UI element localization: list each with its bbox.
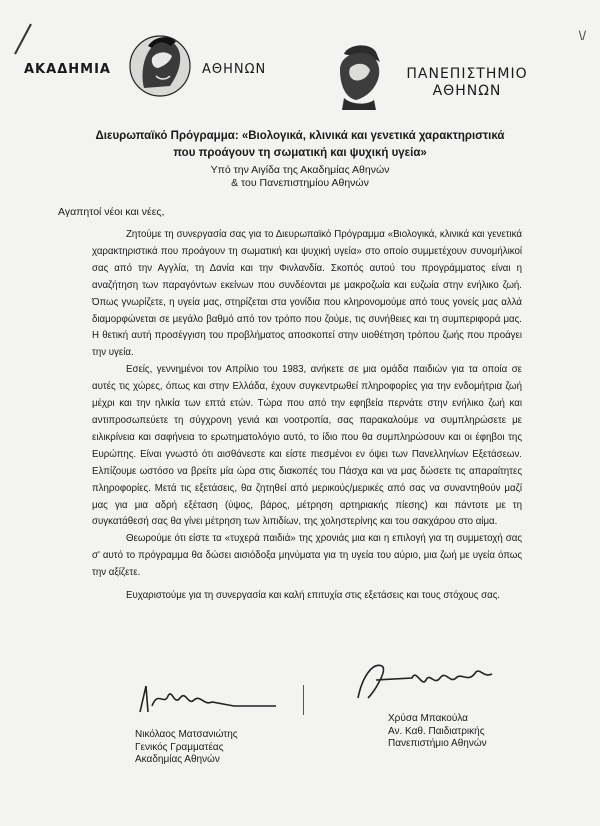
signatory-left-org: Ακαδημίας Αθηνών <box>135 754 220 765</box>
university-name-line1: ΠΑΝΕΠΙΣΤΗΜΙΟ <box>406 66 528 82</box>
subtitle-line1: Υπό την Αιγίδα της Ακαδημίας Αθηνών <box>210 164 390 176</box>
program-title <box>40 128 560 162</box>
signature-left-handwritten <box>138 676 278 716</box>
signatory-right-org: Πανεπιστήμιο Αθηνών <box>388 738 487 749</box>
program-title-line1: Διευρωπαϊκό Πρόγραμμα: «Βιολογικά, κλινικά και γενετικά χαρακτηριστικά <box>95 130 505 142</box>
university-name <box>392 66 542 100</box>
athena-head-logo-icon <box>126 28 194 104</box>
academy-name-word2: ΑΘΗΝΩΝ <box>202 62 267 77</box>
signatory-left <box>135 729 315 767</box>
university-name-line2: ΑΘΗΝΩΝ <box>432 83 502 99</box>
signatory-left-name: Νικόλαος Ματσανιώτης <box>135 729 238 740</box>
body-paragraph-2: Εσείς, γεννημένοι τον Απρίλιο του 1983, ανήκετε σε μια ομάδα παιδιών για τα οποία σε αυτές τις χώρες, όπως και στην Ελλάδα, έχουν συγκεντρωθεί πληροφορίες για την ενδομήτρια ζωή μέχρι και την ηλικία των επτά ετών. Τώρα που από την εφηβεία περνάτε στην ενήλικο ζωή και αντιπροσωπεύετε τη σύγχρονη γενιά και νοοτροπία, σας παρακαλούμε να συμπληρώσετε με ειλικρίνεια και σαφήνεια το ερωτηματολόγιο αυτό, το ίδιο που θα συμπληρώσουν και οι έφηβοι της Ευρώπης. Είναι γνωστό ότι αισθάνεστε και είστε πιεσμένοι εν όψει των Πανελληνίων Εξετάσεων. Ελπίζουμε ωστόσο να βρείτε μία ώρα στις διακοπές του Πάσχα και να μας δώσετε τις απαραίτητες πληροφορίες. Μετά τις εξετάσεις, θα ζητηθεί από μερικούς/μερικές από σας να συναντηθούν μαζί μας για μια αδρή εξέταση (ύψος, βάρος, μέτρηση αρτηριακής πίεσης) και πάντοτε με τη συγκατάθεσή σας θα γίνει μέτρηση των λιπιδίων, της χοληστερίνης και του σακχάρου στο αίμα. <box>92 364 522 528</box>
signature-divider-stroke <box>303 685 304 715</box>
letter-body <box>92 227 522 605</box>
body-paragraph-1: Ζητούμε τη συνεργασία σας για το Διευρωπαϊκό Πρόγραμμα «Βιολογικά, κλινικά και γενετικά χαρακτηριστικά που προάγουν τη σωματική και ψυχική υγεία» στο οποίο συμμετέχουν συνομήλικοί σας από την Αγγλία, τη Δανία και την Φινλανδία. Σκοπός αυτού του προγράμματος είναι η αναζήτηση των παραγόντων εκείνων που συνδέονται με μακροζωία και ευζωία στην ενήλικο ζωή. Όπως γνωρίζετε, η υγεία μας, στηρίζεται στα γονίδια που κληρονομούμε από τους γονείς μας αλλά διαμορφώνεται σε μεγάλο βαθμό από τον τρόπο που ζούμε, τις συνήθειες και τη συμπεριφορά μας. Η θετική αυτή προσέγγιση του προβλήματος αποσκοπεί στην υιοθέτηση τρόπου ζωής που προάγει την υγεία. <box>92 229 522 359</box>
academy-name-word1: ΑΚΑΔΗΜΙΑ <box>24 62 111 77</box>
letter-greeting: Αγαπητοί νέοι και νέες, <box>58 206 165 218</box>
signatory-right-role: Αν. Καθ. Παιδιατρικής <box>388 725 485 737</box>
corner-check-mark: \/ <box>578 28 586 43</box>
closing-paragraph: Ευχαριστούμε για τη συνεργασία και καλή επιτυχία στις εξετάσεις και τους στόχους σας. <box>126 590 501 602</box>
program-title-line2: που προάγουν τη σωματική και ψυχική υγεία» <box>173 147 427 159</box>
athena-helmet-logo-icon <box>330 40 388 112</box>
signatory-right-name: Χρύσα Μπακούλα <box>388 713 468 724</box>
signatory-left-role: Γενικός Γραμματέας <box>135 741 224 753</box>
signatory-right <box>388 713 558 751</box>
signature-right-handwritten <box>352 658 502 704</box>
subtitle-line2: & του Πανεπιστημίου Αθηνών <box>231 177 369 189</box>
program-subtitle <box>40 164 560 190</box>
body-paragraph-3: Θεωρούμε ότι είστε τα «τυχερά παιδιά» της χρονιάς μια και η επιλογή για τη συμμετοχή σας σ' αυτό το πρόγραμμα θα δώσει αισιόδοξα μηνύματα για τη υγεία του αύριο, μια ζωή με υγεία όπως την αξίζετε. <box>92 533 522 579</box>
pen-stroke-mark <box>14 24 32 55</box>
